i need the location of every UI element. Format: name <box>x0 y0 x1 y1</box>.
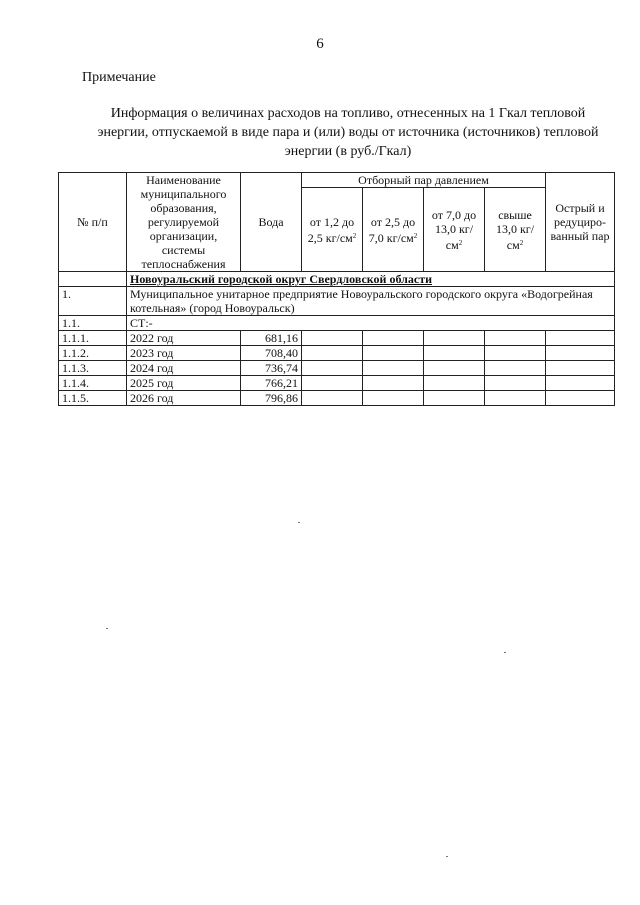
header-steam-col: от 1,2 до 2,5 $кг/см^2$ <box>302 188 363 272</box>
row-num: 1.1.4. <box>59 376 127 391</box>
scan-speck <box>298 522 300 523</box>
region-row: Новоуральский городской округ Свердловской области <box>127 272 615 287</box>
note-label: Примечание <box>82 70 156 85</box>
row-empty <box>546 346 615 361</box>
header-water: Вода <box>241 173 302 272</box>
table-row <box>59 361 615 376</box>
scan-speck <box>504 652 506 653</box>
header-num: № п/п <box>59 173 127 272</box>
table-row <box>59 331 615 346</box>
row-year: 2026 год <box>127 391 241 406</box>
scan-speck <box>106 628 108 629</box>
row-empty <box>302 376 363 391</box>
row-water: 766,21 <box>241 376 302 391</box>
row-empty <box>546 361 615 376</box>
row-water: 681,16 <box>241 331 302 346</box>
row-empty <box>363 361 424 376</box>
row-empty <box>485 361 546 376</box>
header-name: Наименование муниципального образования, регулируемой организации, системы теплоснабжения <box>127 173 241 272</box>
row-year: 2024 год <box>127 361 241 376</box>
system-name: СТ:- <box>127 316 615 331</box>
table-row <box>59 346 615 361</box>
row-empty <box>546 376 615 391</box>
row-empty <box>363 346 424 361</box>
org-name: Муниципальное унитарное предприятие Новоуральского городского округа «Водогрейная котельная» (город Новоуральск) <box>127 287 615 316</box>
row-empty <box>363 376 424 391</box>
row-water: 736,74 <box>241 361 302 376</box>
table-row <box>59 376 615 391</box>
row-water: 796,86 <box>241 391 302 406</box>
header-steam-col: от 2,5 до 7,0 $кг/см^2$ <box>363 188 424 272</box>
row-empty <box>485 376 546 391</box>
row-num: 1.1.2. <box>59 346 127 361</box>
row-empty <box>546 391 615 406</box>
org-num: 1. <box>59 287 127 316</box>
system-num: 1.1. <box>59 316 127 331</box>
row-num: 1.1.1. <box>59 331 127 346</box>
row-empty <box>363 391 424 406</box>
row-empty <box>546 331 615 346</box>
region-num-cell <box>59 272 127 287</box>
row-empty <box>302 331 363 346</box>
row-empty <box>302 391 363 406</box>
row-num: 1.1.3. <box>59 361 127 376</box>
header-steam-col: свыше 13,0 $кг/см^2$ <box>485 188 546 272</box>
row-empty <box>363 331 424 346</box>
fuel-cost-table <box>58 172 615 406</box>
row-year: 2022 год <box>127 331 241 346</box>
row-empty <box>302 346 363 361</box>
row-empty <box>485 331 546 346</box>
row-num: 1.1.5. <box>59 391 127 406</box>
header-steam-group: Отборный пар давлением <box>302 173 546 188</box>
row-water: 708,40 <box>241 346 302 361</box>
row-empty <box>485 346 546 361</box>
row-empty <box>424 346 485 361</box>
row-empty <box>424 391 485 406</box>
table-row <box>59 391 615 406</box>
row-empty <box>424 376 485 391</box>
document-heading: Информация о величинах расходов на топливо, отнесенных на 1 Гкал тепловой энергии, отпускаемой в виде пара и (или) воды от источника (источников) тепловой энергии (в руб./Гкал) <box>97 106 599 159</box>
page-number: 6 <box>316 36 324 52</box>
row-empty <box>424 331 485 346</box>
row-empty <box>424 361 485 376</box>
row-year: 2025 год <box>127 376 241 391</box>
row-empty <box>485 391 546 406</box>
header-steam-col: от 7,0 до 13,0 $кг/см^2$ <box>424 188 485 272</box>
header-sharp-steam: Острый и редуциро-ванный пар <box>546 173 615 272</box>
scan-speck <box>446 856 448 857</box>
row-empty <box>302 361 363 376</box>
row-year: 2023 год <box>127 346 241 361</box>
